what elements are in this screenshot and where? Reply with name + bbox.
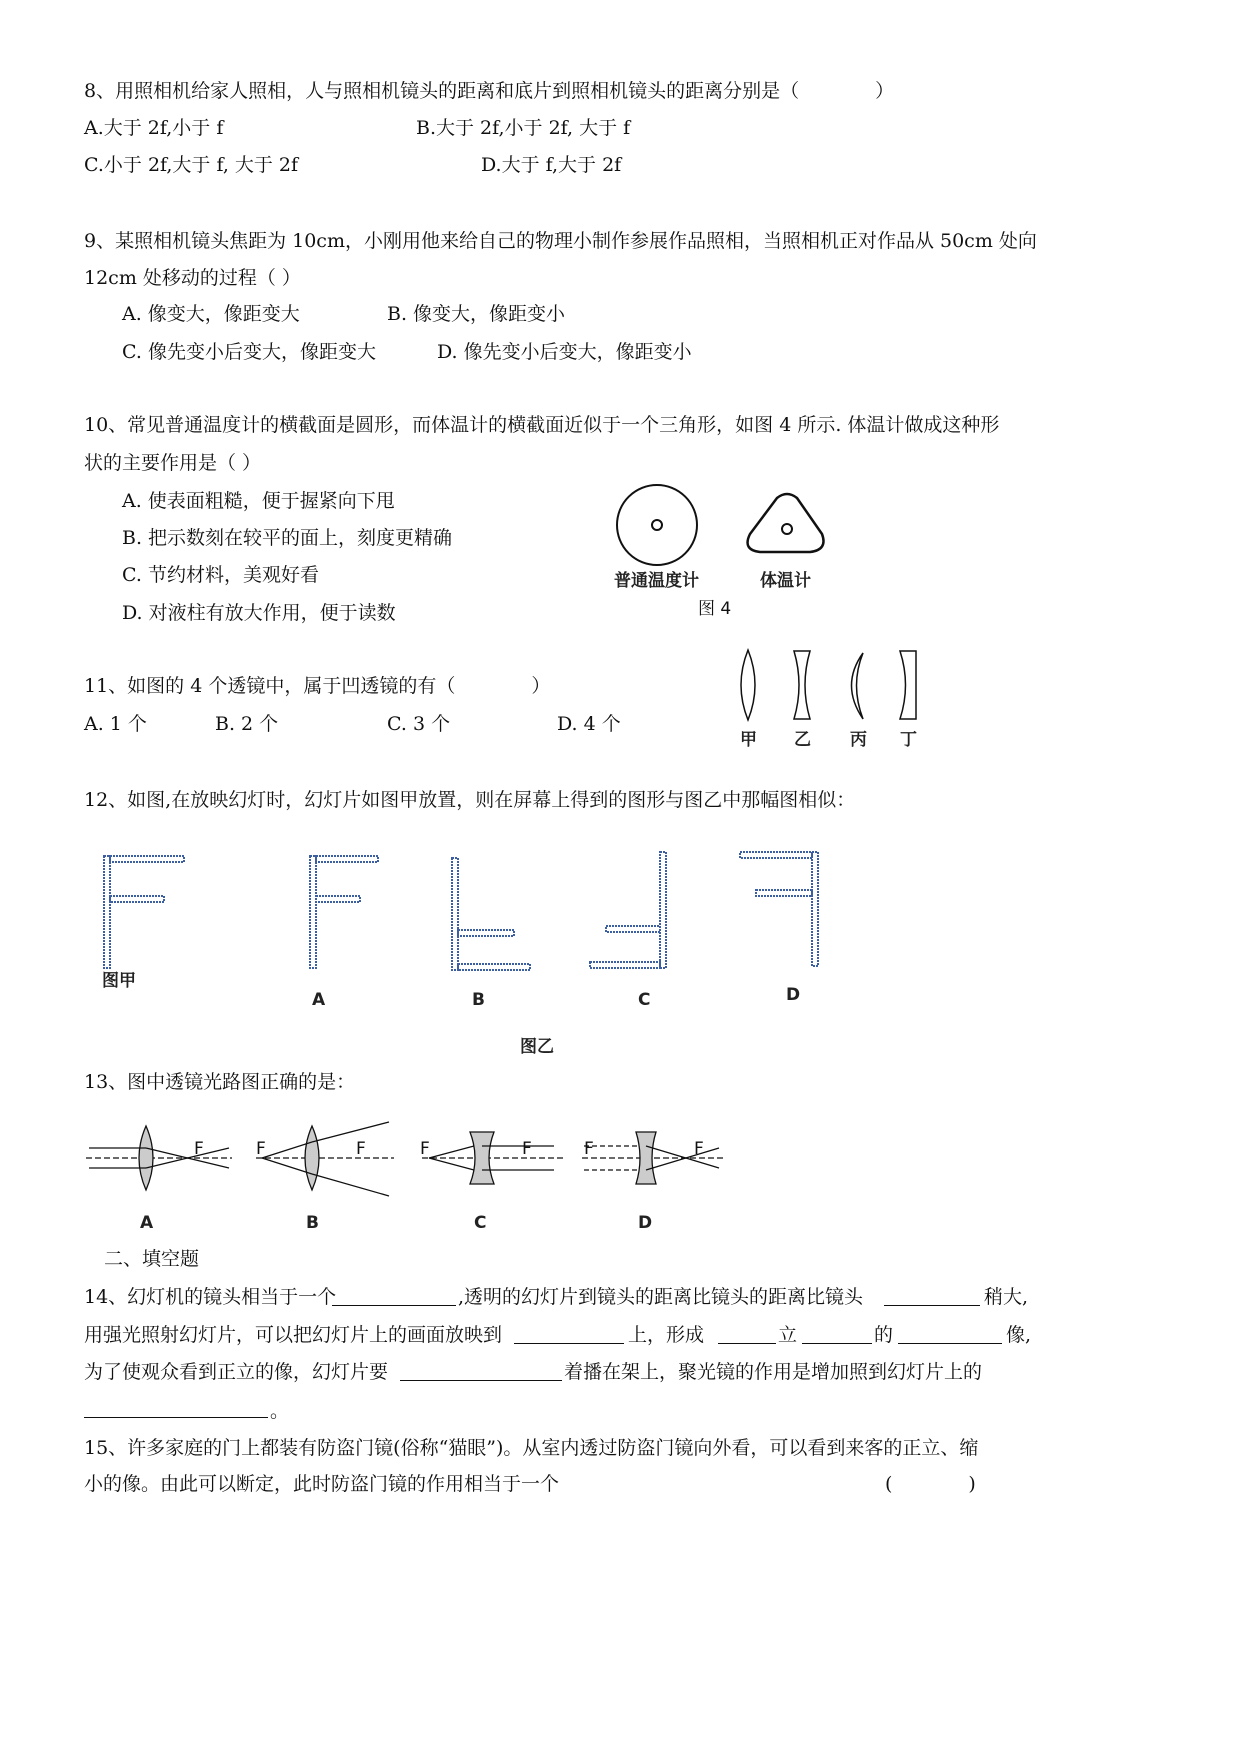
q13-option-label-a: A: [140, 1213, 154, 1233]
q10-stem-line1: 10、常见普通温度计的横截面是圆形，而体温计的横截面近似于一个三角形，如图 4 所示. 体温计做成这种形: [84, 414, 1000, 436]
lens-ding-plano-concave: [900, 651, 916, 719]
figure-four-lenses: [730, 645, 930, 755]
ordinary-thermometer-bore: [652, 520, 662, 530]
q9-stem-line1: 9、某照相机镜头焦距为 10cm，小刚用他来给自己的物理小制作参展作品照相，当照相机正对作品从 50cm 处向: [84, 230, 1037, 252]
diagram-b: [256, 1122, 394, 1196]
q14-text-8: 像,: [1006, 1324, 1032, 1346]
q8-option-b: B.大于 2f,小于 2f, 大于 f: [416, 117, 631, 139]
q11-option-b: B. 2 个: [215, 713, 279, 735]
q10-option-b: B. 把示数刻在较平的面上，刻度更精确: [122, 527, 453, 549]
q13-option-label-c: C: [474, 1213, 487, 1233]
focus-label: F: [356, 1139, 366, 1159]
q10-option-d: D. 对液柱有放大作用，便于读数: [122, 602, 396, 624]
q9-option-c: C. 像先变小后变大，像距变大: [122, 341, 376, 363]
q14-text-4: 用强光照射幻灯片，可以把幻灯片上的画面放映到: [84, 1324, 503, 1346]
lens-label-1: 乙: [794, 730, 811, 750]
q9-option-d: D. 像先变小后变大，像距变小: [437, 341, 692, 363]
q11-option-a: A. 1 个: [84, 713, 147, 735]
focus-label: F: [584, 1139, 594, 1159]
q13-option-label-b: B: [306, 1213, 319, 1233]
q14-blank-2[interactable]: [884, 1304, 980, 1306]
q9-stem-line2: 12cm 处移动的过程（ ）: [84, 267, 301, 289]
q14-blank-4[interactable]: [718, 1342, 776, 1344]
figure-lens-ray-diagrams: [84, 1120, 744, 1235]
q14-text-6: 立: [778, 1324, 798, 1346]
q14-text-10: 着播在架上，聚光镜的作用是增加照到幻灯片上的: [564, 1361, 983, 1383]
focus-label: F: [420, 1139, 430, 1159]
lens-label-0: 甲: [740, 730, 757, 750]
q13-option-label-d: D: [638, 1213, 653, 1233]
diagram-a: [86, 1126, 232, 1190]
q14-text-11: 。: [270, 1400, 290, 1422]
lens-jia-biconvex: [741, 650, 755, 720]
q13-stem: 13、图中透镜光路图正确的是：: [84, 1071, 356, 1093]
lens-yi-biconcave: [794, 651, 810, 719]
q9-option-a: A. 像变大，像距变大: [122, 303, 300, 325]
q12-stem: 12、如图,在放映幻灯时，幻灯片如图甲放置，则在屏幕上得到的图形与图乙中那幅图相似：: [84, 789, 856, 811]
q14-text-5: 上，形成: [628, 1324, 705, 1346]
q14-blank-3[interactable]: [514, 1342, 624, 1344]
focus-label: F: [694, 1139, 704, 1159]
option-a-f-shape: [310, 856, 378, 968]
option-b-rotated-shape: [452, 858, 530, 970]
q14-text-2: ,透明的幻灯片到镜头的距离比镜头的距离比镜头: [458, 1286, 864, 1308]
q12-option-label-b: B: [472, 990, 485, 1010]
q8-option-c: C.小于 2f,大于 f, 大于 2f: [84, 154, 299, 176]
q11-option-c: C. 3 个: [387, 713, 451, 735]
label-fig-jia: 图甲: [102, 971, 136, 991]
q14-blank-7[interactable]: [400, 1379, 562, 1381]
focus-label: F: [256, 1139, 266, 1159]
q9-option-b: B. 像变大，像距变小: [387, 303, 566, 325]
q15-stem-line1: 15、许多家庭的门上都装有防盗门镜(俗称“猫眼”)。从室内透过防盗门镜向外看，可以看到来客的正立、缩: [84, 1437, 979, 1459]
q12-option-label-d: D: [786, 985, 801, 1005]
q14-text-9: 为了使观众看到正立的像，幻灯片要: [84, 1361, 389, 1383]
q12-option-label-a: A: [312, 990, 326, 1010]
q10-stem-line2: 状的主要作用是（ ）: [84, 452, 262, 474]
clinical-thermometer-triangle: [748, 494, 824, 552]
label-ordinary-thermometer: 普通温度计: [614, 571, 699, 591]
q14-blank-1[interactable]: [332, 1304, 456, 1306]
q15-stem-line2: 小的像。由此可以断定，此时防盗门镜的作用相当于一个: [84, 1473, 560, 1495]
figure-4-caption: 图 4: [698, 599, 732, 619]
ordinary-thermometer-circle: [617, 485, 697, 565]
q14-text-7: 的: [874, 1324, 894, 1346]
section-fill-in-heading: 二、填空题: [104, 1248, 200, 1270]
slide-jia-f-shape: [104, 856, 184, 968]
q8-stem: 8、用照相机给家人照相，人与照相机镜头的距离和底片到照相机镜头的距离分别是（ ）: [84, 80, 895, 102]
lens-label-3: 丁: [900, 730, 917, 750]
q15-answer-paren: ( ): [885, 1473, 976, 1495]
focus-label: F: [522, 1139, 532, 1159]
q12-option-label-c: C: [638, 990, 651, 1010]
q8-option-a: A.大于 2f,小于 f: [84, 117, 224, 139]
q14-blank-8[interactable]: [84, 1416, 268, 1418]
q14-text-1: 14、幻灯机的镜头相当于一个: [84, 1286, 337, 1308]
focus-label: F: [194, 1139, 204, 1159]
label-clinical-thermometer: 体温计: [760, 571, 811, 591]
q11-stem: 11、如图的 4 个透镜中，属于凹透镜的有（ ）: [84, 675, 551, 697]
q14-blank-6[interactable]: [898, 1342, 1002, 1344]
q11-option-d: D. 4 个: [557, 713, 621, 735]
q8-option-d: D.大于 f,大于 2f: [481, 154, 622, 176]
option-d-mirrored-shape: [740, 852, 818, 966]
label-fig-yi: 图乙: [520, 1037, 554, 1057]
lens-label-2: 丙: [850, 730, 867, 750]
clinical-thermometer-bore: [782, 524, 792, 534]
lens-bing-meniscus: [852, 653, 864, 719]
figure-4-thermometer-cross-sections: [600, 478, 840, 628]
option-c-inverted-shape: [590, 852, 666, 968]
figure-slide-orientations: [90, 840, 850, 1060]
q10-option-a: A. 使表面粗糙，便于握紧向下甩: [122, 490, 395, 512]
diagram-c: [422, 1132, 564, 1184]
q10-option-c: C. 节约材料，美观好看: [122, 564, 319, 586]
q14-text-3: 稍大,: [984, 1286, 1029, 1308]
q14-blank-5[interactable]: [802, 1342, 872, 1344]
